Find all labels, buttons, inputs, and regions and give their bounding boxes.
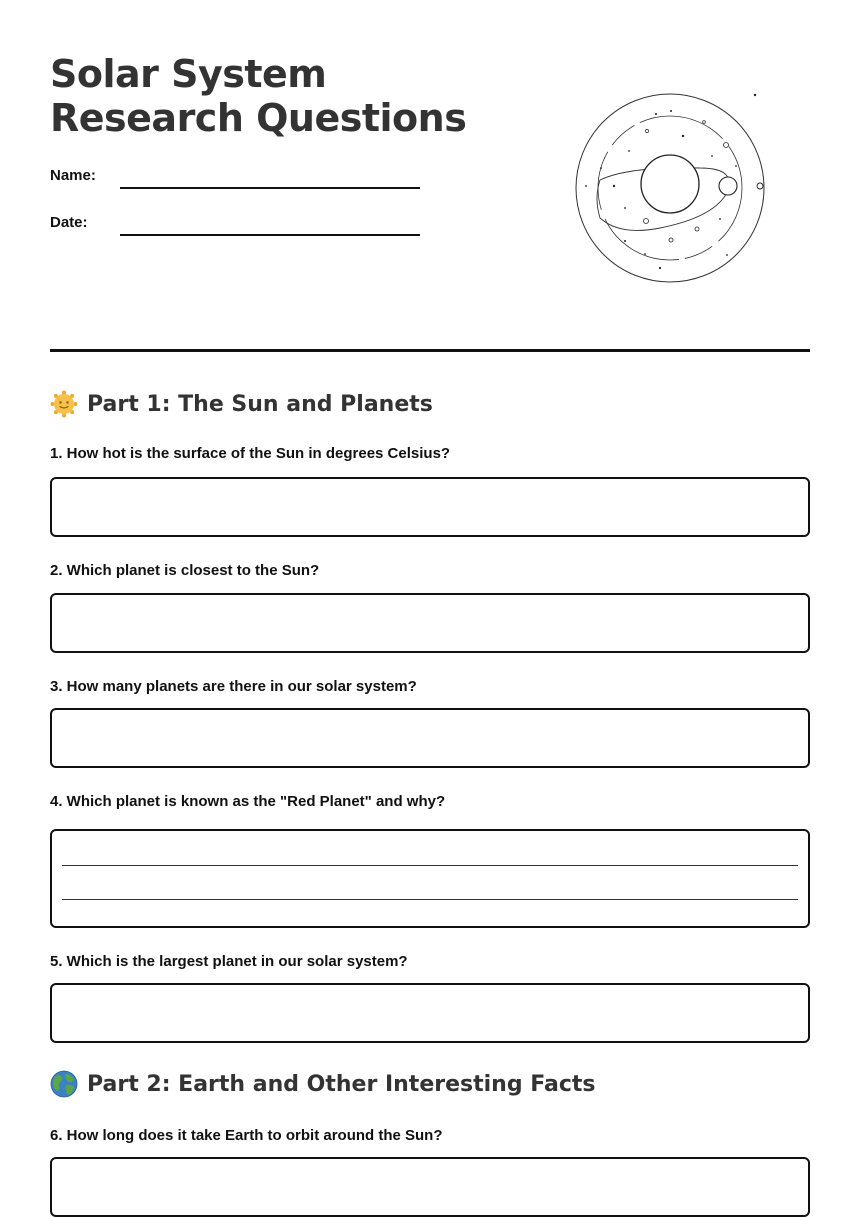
answer-box-3[interactable] <box>50 708 810 768</box>
question-1: 1. How hot is the surface of the Sun in degrees Celsius? <box>50 445 451 462</box>
earth-globe-icon <box>50 1070 78 1098</box>
answer-line <box>62 865 798 866</box>
question-2: 2. Which planet is closest to the Sun? <box>50 562 320 579</box>
name-label: Name: <box>50 167 96 184</box>
header-divider <box>50 349 810 352</box>
sun-icon <box>50 390 78 418</box>
answer-box-6[interactable] <box>50 1157 810 1217</box>
date-field <box>50 214 420 238</box>
name-write-line[interactable] <box>120 187 420 189</box>
answer-box-2[interactable] <box>50 593 810 653</box>
answer-box-5[interactable] <box>50 983 810 1043</box>
part-1-title: Part 1: The Sun and Planets <box>87 391 433 417</box>
worksheet-title: Solar System Research Questions <box>50 52 467 140</box>
question-5: 5. Which is the largest planet in our solar system? <box>50 953 408 970</box>
date-write-line[interactable] <box>120 234 420 236</box>
name-field <box>50 167 420 191</box>
part-1-heading <box>50 389 433 419</box>
answer-box-4[interactable] <box>50 829 810 928</box>
solar-system-illustration <box>570 88 770 288</box>
part-2-heading <box>50 1069 595 1099</box>
date-label: Date: <box>50 214 88 231</box>
answer-line <box>62 899 798 900</box>
answer-box-1[interactable] <box>50 477 810 537</box>
part-2-title: Part 2: Earth and Other Interesting Facts <box>87 1071 596 1097</box>
question-4: 4. Which planet is known as the "Red Planet" and why? <box>50 793 446 810</box>
question-6: 6. How long does it take Earth to orbit around the Sun? <box>50 1127 443 1144</box>
question-3: 3. How many planets are there in our solar system? <box>50 678 417 695</box>
